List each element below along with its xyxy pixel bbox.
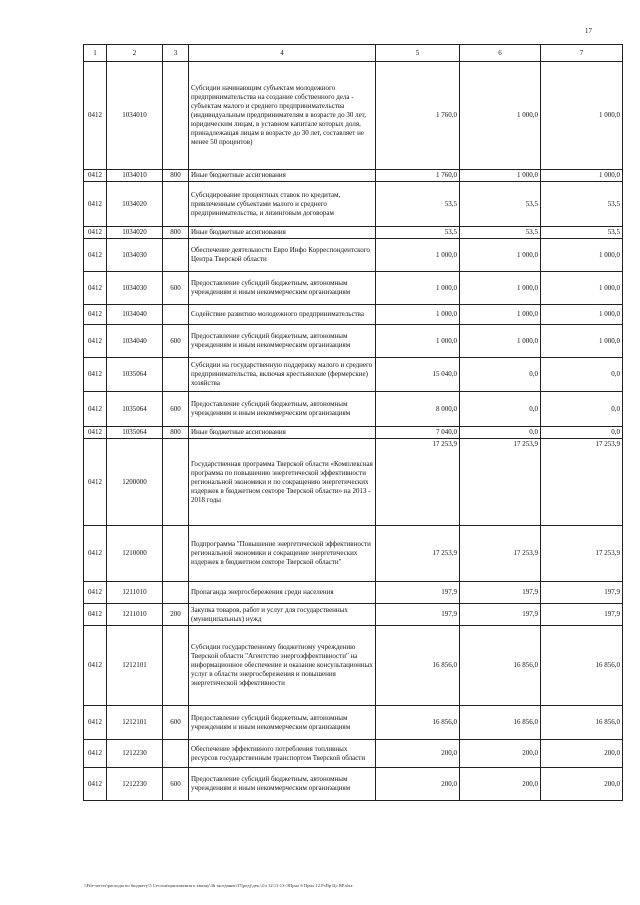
section-code-cell: 0412 <box>84 272 107 305</box>
header-cell: 1 <box>84 45 107 62</box>
budget-table <box>83 44 623 801</box>
description-cell: Субсидии на государственную поддержку малого и среднего предпринимательства, включая крестьянские (фермерские) хозяйства <box>189 358 376 392</box>
target-code-cell: 1034010 <box>107 62 163 170</box>
table-row <box>84 427 623 439</box>
expense-type-cell: 800 <box>163 227 189 239</box>
table-row <box>84 239 623 272</box>
table-row <box>84 740 623 768</box>
header-cell: 7 <box>541 45 623 62</box>
expense-type-cell <box>163 439 189 526</box>
amount-col6-cell: 197,9 <box>460 604 541 626</box>
section-code-cell: 0412 <box>84 239 107 272</box>
target-code-cell: 1212101 <box>107 626 163 706</box>
amount-col6-cell: 197,9 <box>460 582 541 604</box>
target-code-cell: 1210000 <box>107 526 163 582</box>
amount-col6-cell: 1 000,0 <box>460 62 541 170</box>
header-cell: 2 <box>107 45 163 62</box>
description-cell: Государственная программа Тверской области «Комплексная программа по повышению энергетической эффективности региональной экономики и по сокращению энергетических издержек в бюджетном секторе Тверской области» на 2013 - 2018 годы <box>189 439 376 526</box>
description-cell: Пропаганда энергосбережения среди населения <box>189 582 376 604</box>
section-code-cell: 0412 <box>84 62 107 170</box>
amount-col5-cell: 1 760,0 <box>376 62 460 170</box>
expense-type-cell <box>163 305 189 325</box>
expense-type-cell <box>163 182 189 227</box>
target-code-cell: 1212230 <box>107 768 163 801</box>
amount-col5-cell: 17 253,9 <box>376 526 460 582</box>
amount-col6-cell: 200,0 <box>460 740 541 768</box>
expense-type-cell: 600 <box>163 325 189 358</box>
amount-col7-cell: 1 000,0 <box>541 170 623 182</box>
amount-col7-cell: 1 000,0 <box>541 62 623 170</box>
description-cell: Иные бюджетные ассигнования <box>189 227 376 239</box>
description-cell: Предоставление субсидий бюджетным, автономным учреждениям и иным некоммерческим организациям <box>189 325 376 358</box>
amount-col7-cell: 1 000,0 <box>541 325 623 358</box>
amount-col6-cell: 17 253,9 <box>460 439 541 526</box>
section-code-cell: 0412 <box>84 604 107 626</box>
amount-col5-cell: 1 000,0 <box>376 239 460 272</box>
target-code-cell: 1034040 <box>107 305 163 325</box>
expense-type-cell <box>163 358 189 392</box>
amount-col7-cell: 197,9 <box>541 582 623 604</box>
section-code-cell: 0412 <box>84 358 107 392</box>
target-code-cell: 1035064 <box>107 427 163 439</box>
section-code-cell: 0412 <box>84 706 107 740</box>
target-code-cell: 1035064 <box>107 358 163 392</box>
expense-type-cell <box>163 62 189 170</box>
target-code-cell: 1035064 <box>107 392 163 427</box>
section-code-cell: 0412 <box>84 227 107 239</box>
description-cell: Субсидии начинающим субъектам молодежного предпринимательства на создание собственного дела - субъектам малого и среднего предпринимательства (индивидуальным предпринимателям в возрасте до 30 лет, юридическим лицам, в уставном капитале которых доля, принадлежащая лицам в возрасте до 30 лет, составляет не менее 50 процентов) <box>189 62 376 170</box>
amount-col6-cell: 1 000,0 <box>460 239 541 272</box>
section-code-cell: 0412 <box>84 170 107 182</box>
section-code-cell: 0412 <box>84 305 107 325</box>
amount-col5-cell: 16 856,0 <box>376 706 460 740</box>
table-row <box>84 582 623 604</box>
target-code-cell: 1034040 <box>107 325 163 358</box>
description-cell: Иные бюджетные ассигнования <box>189 427 376 439</box>
amount-col7-cell: 1 000,0 <box>541 239 623 272</box>
description-cell: Субсидии государственному бюджетному учреждению Тверской области "Агентство энергоэффективности" на информационное обеспечение и оказание консультационных услуг в области энергосбережения и повышения энергетической эффективности <box>189 626 376 706</box>
amount-col7-cell: 0,0 <box>541 427 623 439</box>
amount-col6-cell: 1 000,0 <box>460 272 541 305</box>
section-code-cell: 0412 <box>84 392 107 427</box>
expense-type-cell: 600 <box>163 392 189 427</box>
expense-type-cell: 600 <box>163 706 189 740</box>
target-code-cell: 1034030 <box>107 272 163 305</box>
table-row <box>84 392 623 427</box>
section-code-cell: 0412 <box>84 626 107 706</box>
description-cell: Содействие развитию молодежного предпринимательства <box>189 305 376 325</box>
section-code-cell: 0412 <box>84 526 107 582</box>
amount-col7-cell: 17 253,9 <box>541 439 623 526</box>
amount-col5-cell: 16 856,0 <box>376 626 460 706</box>
section-code-cell: 0412 <box>84 325 107 358</box>
description-cell: Предоставление субсидий бюджетным, автономным учреждениям и иным некоммерческим организациям <box>189 706 376 740</box>
header-cell: 5 <box>376 45 460 62</box>
table-row <box>84 706 623 740</box>
target-code-cell: 1211010 <box>107 582 163 604</box>
table-row <box>84 358 623 392</box>
amount-col5-cell: 1 760,0 <box>376 170 460 182</box>
description-cell: Подпрограмма "Повышение энергетической эффективности региональной экономики и сокращение энергетических издержек в бюджетном секторе Тверской области" <box>189 526 376 582</box>
expense-type-cell <box>163 239 189 272</box>
section-code-cell: 0412 <box>84 439 107 526</box>
description-cell: Иные бюджетные ассигнования <box>189 170 376 182</box>
table-row <box>84 768 623 801</box>
table-row <box>84 526 623 582</box>
amount-col5-cell: 15 040,0 <box>376 358 460 392</box>
section-code-cell: 0412 <box>84 582 107 604</box>
section-code-cell: 0412 <box>84 182 107 227</box>
target-code-cell: 1211010 <box>107 604 163 626</box>
amount-col7-cell: 197,9 <box>541 604 623 626</box>
amount-col7-cell: 0,0 <box>541 358 623 392</box>
amount-col7-cell: 16 856,0 <box>541 706 623 740</box>
header-row <box>84 45 623 62</box>
table-row <box>84 325 623 358</box>
amount-col6-cell: 1 000,0 <box>460 170 541 182</box>
amount-col6-cell: 0,0 <box>460 392 541 427</box>
description-cell: Обеспечение эффективного потребления топливных ресурсов государственным транспортом Тверской области <box>189 740 376 768</box>
amount-col5-cell: 197,9 <box>376 582 460 604</box>
amount-col5-cell: 197,9 <box>376 604 460 626</box>
expense-type-cell <box>163 740 189 768</box>
amount-col7-cell: 200,0 <box>541 768 623 801</box>
header-cell: 4 <box>189 45 376 62</box>
description-cell: Обеспечение деятельности Евро Инфо Корреспондентского Центра Тверской области <box>189 239 376 272</box>
amount-col5-cell: 7 040,0 <box>376 427 460 439</box>
amount-col6-cell: 0,0 <box>460 427 541 439</box>
expense-type-cell: 600 <box>163 272 189 305</box>
target-code-cell: 1034010 <box>107 170 163 182</box>
description-cell: Предоставление субсидий бюджетным, автономным учреждениям и иным некоммерческим организациям <box>189 392 376 427</box>
target-code-cell: 1034020 <box>107 227 163 239</box>
amount-col7-cell: 1 000,0 <box>541 272 623 305</box>
amount-col7-cell: 16 856,0 <box>541 626 623 706</box>
target-code-cell: 1200000 <box>107 439 163 526</box>
section-code-cell: 0412 <box>84 768 107 801</box>
amount-col6-cell: 16 856,0 <box>460 706 541 740</box>
amount-col6-cell: 17 253,9 <box>460 526 541 582</box>
header-cell: 6 <box>460 45 541 62</box>
amount-col7-cell: 1 000,0 <box>541 305 623 325</box>
target-code-cell: 1212101 <box>107 706 163 740</box>
table-row <box>84 272 623 305</box>
target-code-cell: 1034020 <box>107 182 163 227</box>
description-cell: Предоставление субсидий бюджетным, автономным учреждениям и иным некоммерческим организациям <box>189 272 376 305</box>
amount-col5-cell: 17 253,9 <box>376 439 460 526</box>
amount-col6-cell: 0,0 <box>460 358 541 392</box>
amount-col5-cell: 53,5 <box>376 182 460 227</box>
expense-type-cell: 600 <box>163 768 189 801</box>
description-cell: Субсидирование процентных ставок по кредитам, привлеченным субъектами малого и среднего предпринимательства, и лизинговым договорам <box>189 182 376 227</box>
table-row <box>84 626 623 706</box>
amount-col6-cell: 53,5 <box>460 227 541 239</box>
expense-type-cell <box>163 626 189 706</box>
amount-col7-cell: 53,5 <box>541 227 623 239</box>
amount-col6-cell: 53,5 <box>460 182 541 227</box>
amount-col5-cell: 1 000,0 <box>376 325 460 358</box>
amount-col6-cell: 1 000,0 <box>460 305 541 325</box>
table-row <box>84 170 623 182</box>
description-cell: Предоставление субсидий бюджетным, автономным учреждениям и иным некоммерческим организациям <box>189 768 376 801</box>
table-row <box>84 439 623 526</box>
target-code-cell: 1034030 <box>107 239 163 272</box>
expense-type-cell: 800 <box>163 170 189 182</box>
amount-col5-cell: 200,0 <box>376 768 460 801</box>
amount-col5-cell: 1 000,0 <box>376 305 460 325</box>
expense-type-cell: 200 <box>163 604 189 626</box>
amount-col6-cell: 200,0 <box>460 768 541 801</box>
amount-col7-cell: 200,0 <box>541 740 623 768</box>
amount-col7-cell: 17 253,9 <box>541 526 623 582</box>
target-code-cell: 1212230 <box>107 740 163 768</box>
table-row <box>84 182 623 227</box>
section-code-cell: 0412 <box>84 427 107 439</box>
amount-col7-cell: 53,5 <box>541 182 623 227</box>
amount-col5-cell: 1 000,0 <box>376 272 460 305</box>
header-cell: 3 <box>163 45 189 62</box>
amount-col6-cell: 16 856,0 <box>460 626 541 706</box>
table-row <box>84 604 623 626</box>
amount-col5-cell: 8 000,0 <box>376 392 460 427</box>
table-row <box>84 305 623 325</box>
description-cell: Закупка товаров, работ и услуг для государственных (муниципальных) нужд <box>189 604 376 626</box>
table-row <box>84 227 623 239</box>
amount-col7-cell: 0,0 <box>541 392 623 427</box>
expense-type-cell <box>163 582 189 604</box>
page-number: 17 <box>585 27 592 35</box>
amount-col6-cell: 1 000,0 <box>460 325 541 358</box>
table-row <box>84 62 623 170</box>
expense-type-cell: 800 <box>163 427 189 439</box>
section-code-cell: 0412 <box>84 740 107 768</box>
amount-col5-cell: 200,0 <box>376 740 460 768</box>
expense-type-cell <box>163 526 189 582</box>
file-path-footer: \\File-server\расходы по бюджету\5 Сессия\приложения к закону\36 заседание\37(ред)\дек.\4\з 12\11-13-ЭПрил 6 Прил 12 РзПр Цс ВР.xlsx <box>84 883 353 888</box>
amount-col5-cell: 53,5 <box>376 227 460 239</box>
